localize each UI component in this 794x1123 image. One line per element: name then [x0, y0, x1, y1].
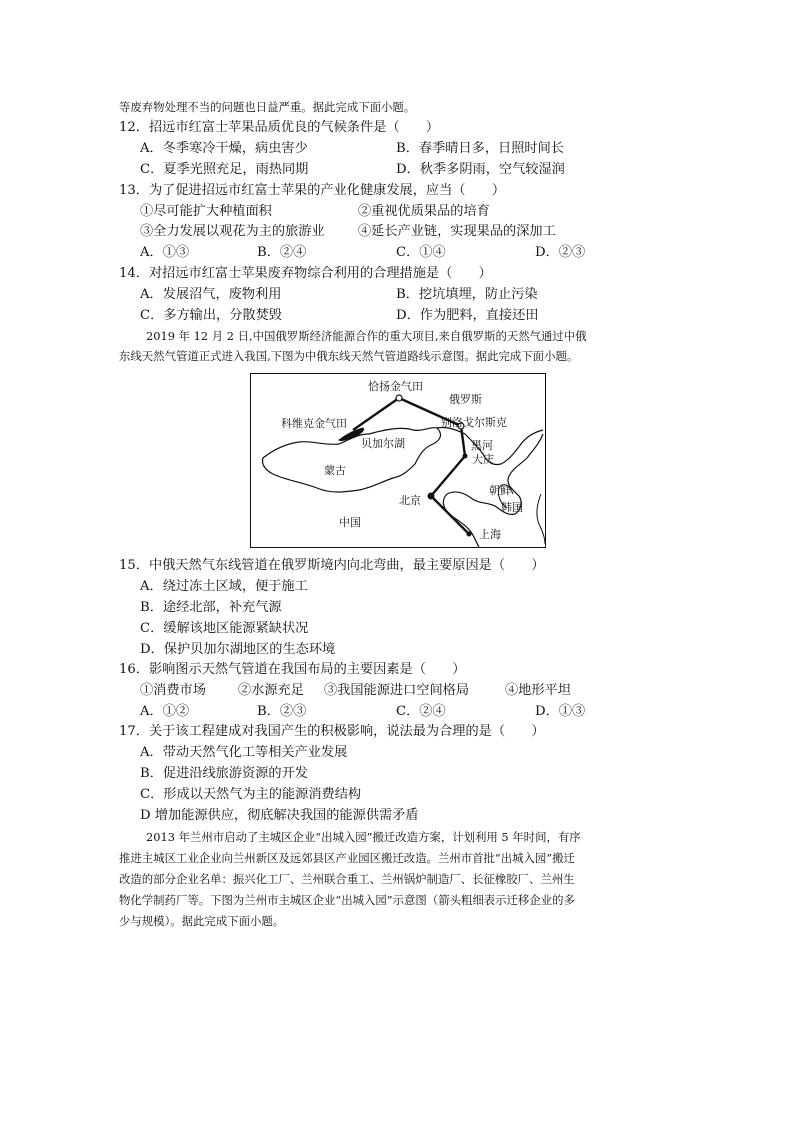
question-13-option-a: A．①③ [140, 245, 190, 260]
question-17-stem: 17．关于该工程建成对我国产生的积极影响，说法最为合理的是（ ） [119, 724, 545, 739]
question-16-item-4: ④地形平坦 [505, 683, 571, 698]
question-13-item-3: ③全力发展以观花为主的旅游业 [140, 224, 325, 239]
label-mongolia: 蒙古 [324, 464, 346, 477]
question-14-option-b: B．挖坑填埋，防止污染 [396, 287, 538, 302]
pipeline-route-map [250, 373, 546, 548]
question-17-option-a: A．带动天然气化工等相关产业发展 [140, 745, 348, 760]
chayanda-point [396, 395, 402, 401]
question-16-option-c: C．②④ [396, 704, 446, 719]
map-drawing [251, 374, 545, 547]
label-shanghai: 上海 [479, 528, 501, 541]
passage-3-line-5: 少与规模）。据此完成下面小题。 [119, 914, 285, 928]
passage-3-line-2: 推进主城区工业企业向兰州新区及远郊县区产业园区搬迁改造。兰州市首批“出城入园”搬迁 [119, 851, 575, 865]
question-16-option-d: D．①③ [535, 704, 586, 719]
label-heihe: 黑河 [471, 439, 493, 452]
question-15-option-c: C．缓解该地区能源紧缺状况 [140, 621, 309, 636]
question-13-option-b: B．②④ [257, 245, 307, 260]
label-china: 中国 [339, 516, 361, 529]
question-14-option-a: A．发展沼气，废物利用 [140, 287, 282, 302]
question-17-option-c: C．形成以天然气为主的能源消费结构 [140, 787, 362, 802]
question-16-option-b: B．②③ [257, 704, 307, 719]
question-16-option-a: A．①② [140, 704, 190, 719]
question-15-option-d: D．保护贝加尔湖地区的生态环境 [140, 642, 336, 657]
question-16-item-3: ③我国能源进口空间格局 [324, 683, 470, 698]
question-12-option-a: A．冬季寒冷干燥，病虫害少 [140, 141, 308, 156]
passage-3-line-1: 2013 年兰州市启动了主城区企业“出城入园”搬迁改造方案，计划利用 5 年时间，有序 [146, 830, 581, 844]
label-chayanda: 恰扬金气田 [368, 380, 423, 393]
heihe-point [463, 454, 468, 459]
question-14-option-d: D．作为肥料，直接还田 [396, 308, 539, 323]
label-korea-south: 韩国 [501, 501, 523, 514]
question-13-option-c: C．①④ [396, 245, 446, 260]
question-12-option-b: B．春季晴日多，日照时间长 [396, 141, 564, 156]
label-korea-north: 朝鲜 [489, 484, 511, 497]
passage-2-line-2: 东线天然气管道正式进入我国,下图为中俄东线天然气管道路线示意图。据此完成下面小题。 [119, 349, 579, 363]
question-13-item-1: ①尽可能扩大种植面积 [140, 204, 272, 219]
label-daqing: 大庆 [472, 453, 494, 466]
shanghai-point [467, 532, 472, 537]
question-17-option-b: B．促进沿线旅游资源的开发 [140, 766, 308, 781]
question-17-option-d: D 增加能源供应，彻底解决我国的能源供需矛盾 [140, 808, 419, 823]
question-15-option-a: A．绕过冻土区域，便于施工 [140, 579, 308, 594]
passage-3-line-3: 改造的部分企业名单：振兴化工厂、兰州联合重工、兰州锅炉制造厂、长征橡胶厂、兰州生 [119, 872, 575, 886]
japan-coast [537, 494, 545, 544]
question-13-stem: 13．为了促进招远市红富士苹果的产业化健康发展，应当（ ） [119, 183, 506, 198]
question-12-stem: 12．招远市红富士苹果品质优良的气候条件是（ ） [119, 120, 440, 135]
label-kovykta: 科维克金气田 [281, 417, 347, 430]
question-12-option-c: C．夏季光照充足，雨热同期 [140, 162, 309, 177]
question-15-stem: 15．中俄天然气东线管道在俄罗斯境内向北弯曲，最主要原因是（ ） [119, 558, 545, 573]
question-15-option-b: B．途经北部，补充气源 [140, 600, 282, 615]
question-16-stem: 16．影响图示天然气管道在我国布局的主要因素是（ ） [119, 662, 466, 677]
question-12-option-d: D．秋季多阴雨，空气较湿润 [396, 162, 565, 177]
question-16-item-2: ②水源充足 [238, 683, 304, 698]
question-14-stem: 14．对招远市红富士苹果废弃物综合利用的合理措施是（ ） [119, 266, 492, 281]
passage-2-line-1: 2019 年 12 月 2 日,中国俄罗斯经济能源合作的重大项目,来自俄罗斯的天然气通过中俄 [146, 329, 587, 343]
passage-3-line-4: 物化学制药厂等。下图为兰州市主城区企业“出城入园”示意图（箭头粗细表示迁移企业的多 [119, 893, 575, 907]
question-16-item-1: ①消费市场 [140, 683, 206, 698]
passage-intro-tail: 等废弃物处理不当的问题也日益严重。据此完成下面小题。 [119, 100, 416, 114]
beijing-point [428, 493, 435, 500]
question-14-option-c: C．多方输出，分散焚毁 [140, 308, 282, 323]
label-baikal: 贝加尔湖 [361, 437, 405, 450]
label-russia: 俄罗斯 [449, 393, 482, 406]
question-13-item-4: ④延长产业链，实现果品的深加工 [358, 224, 556, 239]
question-13-item-2: ②重视优质果品的培育 [358, 204, 490, 219]
label-beijing: 北京 [399, 494, 421, 507]
question-13-option-d: D．②③ [535, 245, 586, 260]
label-blagoveshchensk: 别洛戈尔斯克 [441, 416, 507, 429]
